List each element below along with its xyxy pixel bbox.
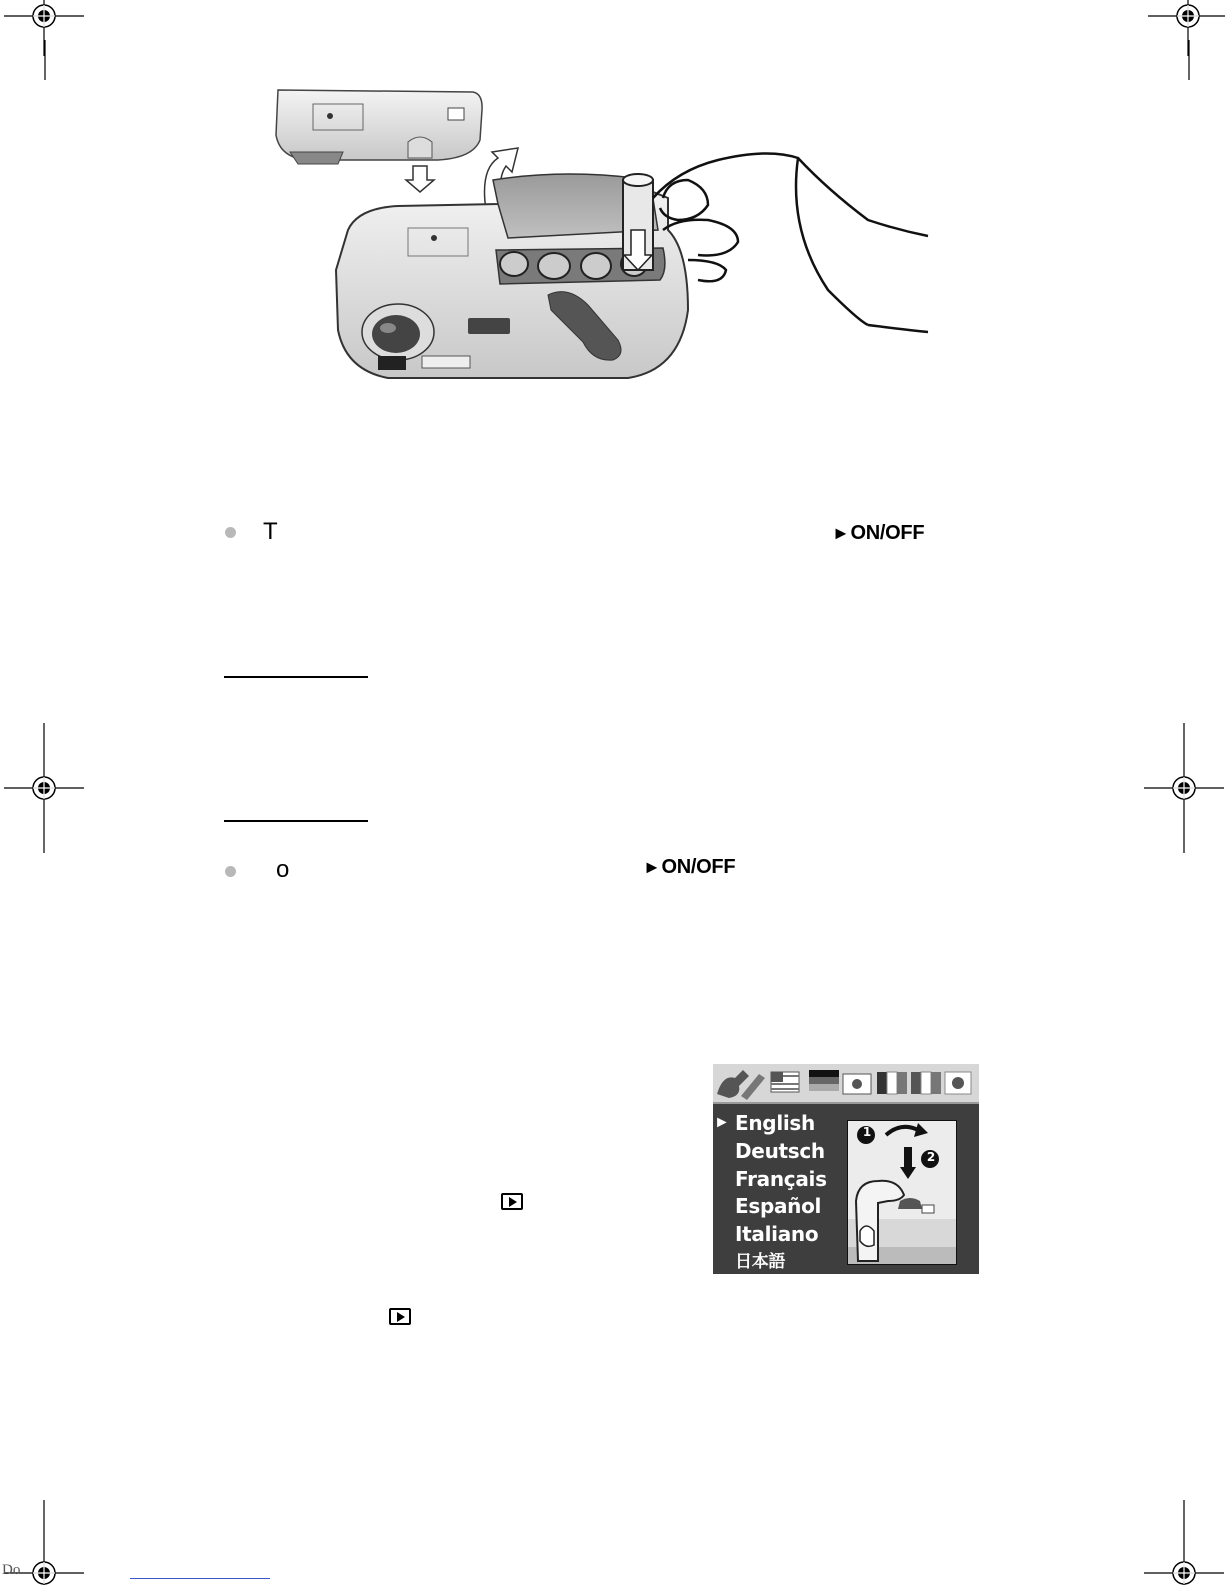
instruction-inset	[847, 1120, 957, 1265]
flags-toolbar-icon	[713, 1064, 979, 1102]
dock-camera-icon	[276, 90, 482, 192]
footer-link-underline	[130, 1578, 270, 1579]
step-number-1: 1	[862, 1125, 872, 1139]
selection-cursor-icon: ►	[714, 1114, 730, 1131]
bullet-text-fragment: o	[276, 856, 290, 883]
language-option[interactable]: Deutsch	[735, 1139, 825, 1163]
section-rule	[224, 676, 368, 678]
registration-mark-icon	[4, 723, 84, 853]
language-option[interactable]: Italiano	[735, 1222, 819, 1246]
step-number-2: 2	[926, 1150, 936, 1164]
language-option[interactable]: Español	[735, 1194, 822, 1218]
section-rule	[224, 820, 368, 822]
on-off-button-label: ►ON/OFF	[832, 522, 925, 544]
language-selection-screen	[713, 1064, 979, 1274]
bullet-dot	[225, 866, 236, 877]
language-option[interactable]: English	[735, 1111, 815, 1135]
dial-hand-icon	[848, 1121, 956, 1264]
registration-mark-icon	[1144, 723, 1224, 853]
registration-mark-icon	[1148, 0, 1225, 56]
language-option[interactable]: 日本語	[735, 1252, 786, 1272]
camera-battery-illustration	[268, 80, 948, 400]
registration-mark-icon	[1144, 1500, 1224, 1585]
play-arrow-icon: ►	[643, 857, 661, 877]
on-off-button-label: ►ON/OFF	[643, 856, 736, 878]
crop-line	[1188, 40, 1190, 80]
play-button-icon	[501, 1193, 523, 1210]
play-button-icon	[389, 1308, 411, 1325]
lcd-header-bar	[713, 1064, 979, 1104]
play-arrow-icon: ►	[832, 523, 850, 543]
bullet-dot	[225, 527, 236, 538]
language-option[interactable]: Français	[735, 1167, 827, 1191]
battery-icon	[623, 174, 653, 270]
footer-text: Do	[2, 1562, 21, 1578]
bullet-text-fragment: T	[263, 518, 278, 545]
crop-line	[44, 40, 46, 80]
